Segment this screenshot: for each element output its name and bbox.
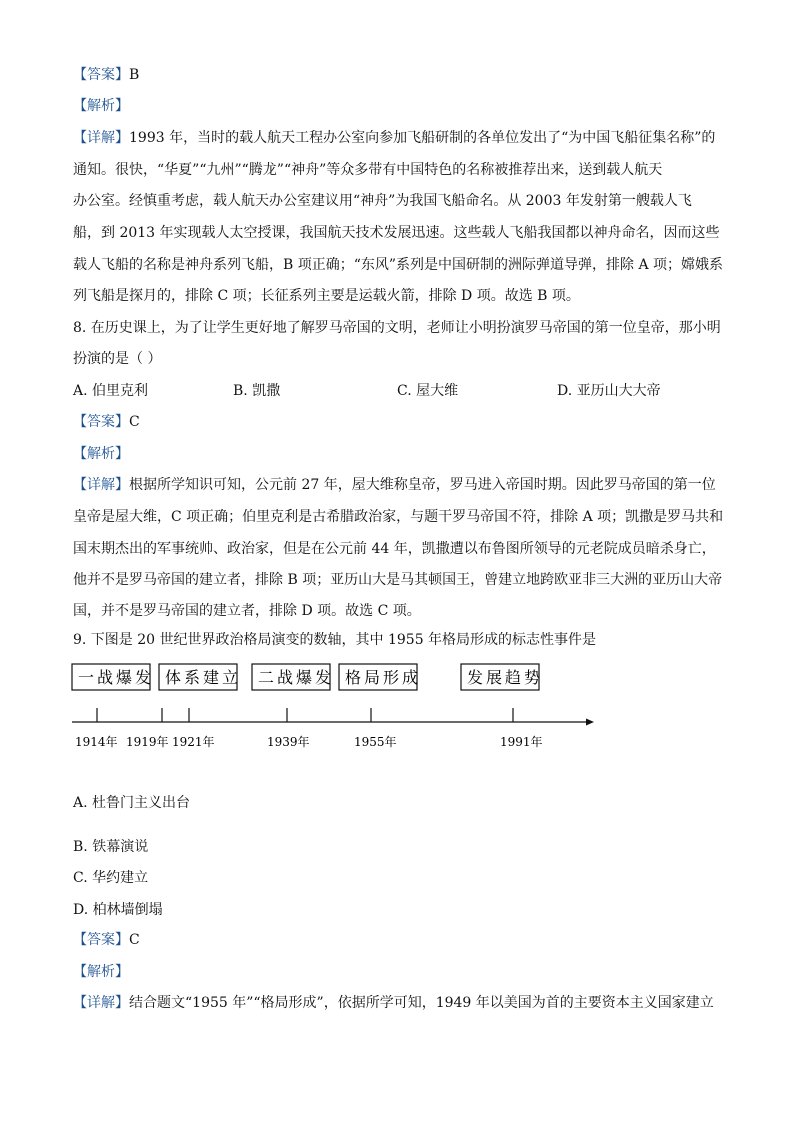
detail-text: 结合题文“1955 年”“格局形成”，依据所学可知，1949 年以美国为首的主要资本主义国家建立 [129, 995, 714, 1011]
timeline-box [72, 664, 154, 690]
box-label: 二战爆发 [258, 668, 335, 687]
box-label: 体系建立 [165, 668, 242, 687]
q8-detail-line: 国，并不是罗马帝国的建立者，排除 D 项。故选 C 项。 [73, 603, 421, 619]
q7-analysis-label: 【解析】 [73, 98, 129, 114]
year-label: 1939年 [267, 735, 310, 749]
q9-option-a: A. 杜鲁门主义出台 [73, 795, 191, 811]
q8-answer [73, 412, 140, 432]
q8-stem: 扮演的是（ ） [73, 351, 162, 367]
year-label: 1914年 [75, 735, 118, 749]
q9-answer [73, 930, 140, 950]
q7-detail-line [73, 128, 715, 148]
answer-value: C [129, 414, 140, 430]
timeline-box [339, 664, 421, 690]
detail-text: 根据所学知识可知，公元前 27 年，屋大维称皇帝，罗马进入帝国时期。因此罗马帝国的第一位 [129, 477, 716, 493]
q9-option-d: D. 柏林墙倒塌 [73, 902, 163, 918]
q9-option-b: B. 铁幕演说 [73, 839, 149, 855]
q9-stem: 9. 下图是 20 世纪世界政治格局演变的数轴，其中 1955 年格局形成的标志性事件是 [73, 632, 597, 648]
q8-option-d: D. 亚历山大大帝 [557, 383, 661, 399]
timeline-box [159, 664, 241, 690]
detail-tag: 【详解】 [73, 995, 129, 1011]
q8-analysis-label: 【解析】 [73, 446, 129, 462]
answer-value: B [129, 67, 140, 83]
q8-option-c: C. 屋大维 [397, 383, 459, 399]
q7-answer [73, 65, 139, 85]
timeline-figure [68, 658, 608, 758]
year-label: 1919年 [126, 735, 169, 749]
q7-detail-line: 办公室。经慎重考虑，载人航天办公室建议用“神舟”为我国飞船命名。从 2003 年发射第一艘载人飞 [73, 193, 692, 209]
year-label: 1955年 [354, 735, 397, 749]
box-label: 发展趋势 [467, 668, 544, 687]
q9-analysis-label: 【解析】 [73, 964, 129, 980]
q9-option-c: C. 华约建立 [73, 870, 149, 886]
q8-option-a: A. 伯里克利 [73, 383, 149, 399]
detail-tag: 【详解】 [73, 130, 129, 146]
detail-tag: 【详解】 [73, 477, 129, 493]
timeline-box [461, 664, 543, 690]
answer-tag: 【答案】 [73, 67, 129, 83]
q8-option-b: B. 凯撒 [233, 383, 281, 399]
q8-detail-line: 国末期杰出的军事统帅、政治家，但是在公元前 44 年，凯撒遭以布鲁图所领导的元老院成员暗杀身亡， [73, 541, 716, 557]
arrow-head-icon [586, 719, 594, 726]
answer-value: C [129, 932, 140, 948]
year-label: 1921年 [172, 735, 215, 749]
q8-detail-line: 皇帝是屋大维，C 项正确；伯里克利是古希腊政治家，与题干罗马帝国不符，排除 A 项；凯撒是罗马共和 [73, 509, 724, 525]
q8-detail-line: 他并不是罗马帝国的建立者，排除 B 项；亚历山大是马其顿国王，曾建立地跨欧亚非三大洲的亚历山大帝 [73, 572, 723, 588]
q7-detail-line: 列飞船是探月的，排除 C 项；长征系列主要是运载火箭，排除 D 项。故选 B 项。 [73, 288, 580, 304]
q9-detail-line [73, 993, 714, 1013]
detail-text: 1993 年，当时的载人航天工程办公室向参加飞船研制的各单位发出了“为中国飞船征集名称”的 [129, 130, 716, 146]
q8-stem: 8. 在历史课上，为了让学生更好地了解罗马帝国的文明，老师让小明扮演罗马帝国的第一位皇帝，那小明 [73, 320, 721, 336]
box-label: 一战爆发 [78, 668, 155, 687]
q7-detail-line: 船，到 2013 年实现载人太空授课，我国航天技术发展迅速。这些载人飞船我国都以神舟命名，因而这些 [73, 225, 720, 241]
timeline-box [252, 664, 334, 690]
q8-detail-line [73, 475, 716, 495]
q7-detail-line: 通知。很快，“华夏”“九州”“腾龙”“神舟”等众多带有中国特色的名称被推荐出来，送到载人航天 [73, 162, 663, 178]
q7-detail-line: 载人飞船的名称是神舟系列飞船，B 项正确；“东风”系列是中国研制的洲际弹道导弹，排除 A 项；嫦娥系 [73, 257, 724, 273]
year-label: 1991年 [500, 735, 543, 749]
answer-tag: 【答案】 [73, 414, 129, 430]
answer-tag: 【答案】 [73, 932, 129, 948]
box-label: 格局形成 [345, 668, 422, 687]
